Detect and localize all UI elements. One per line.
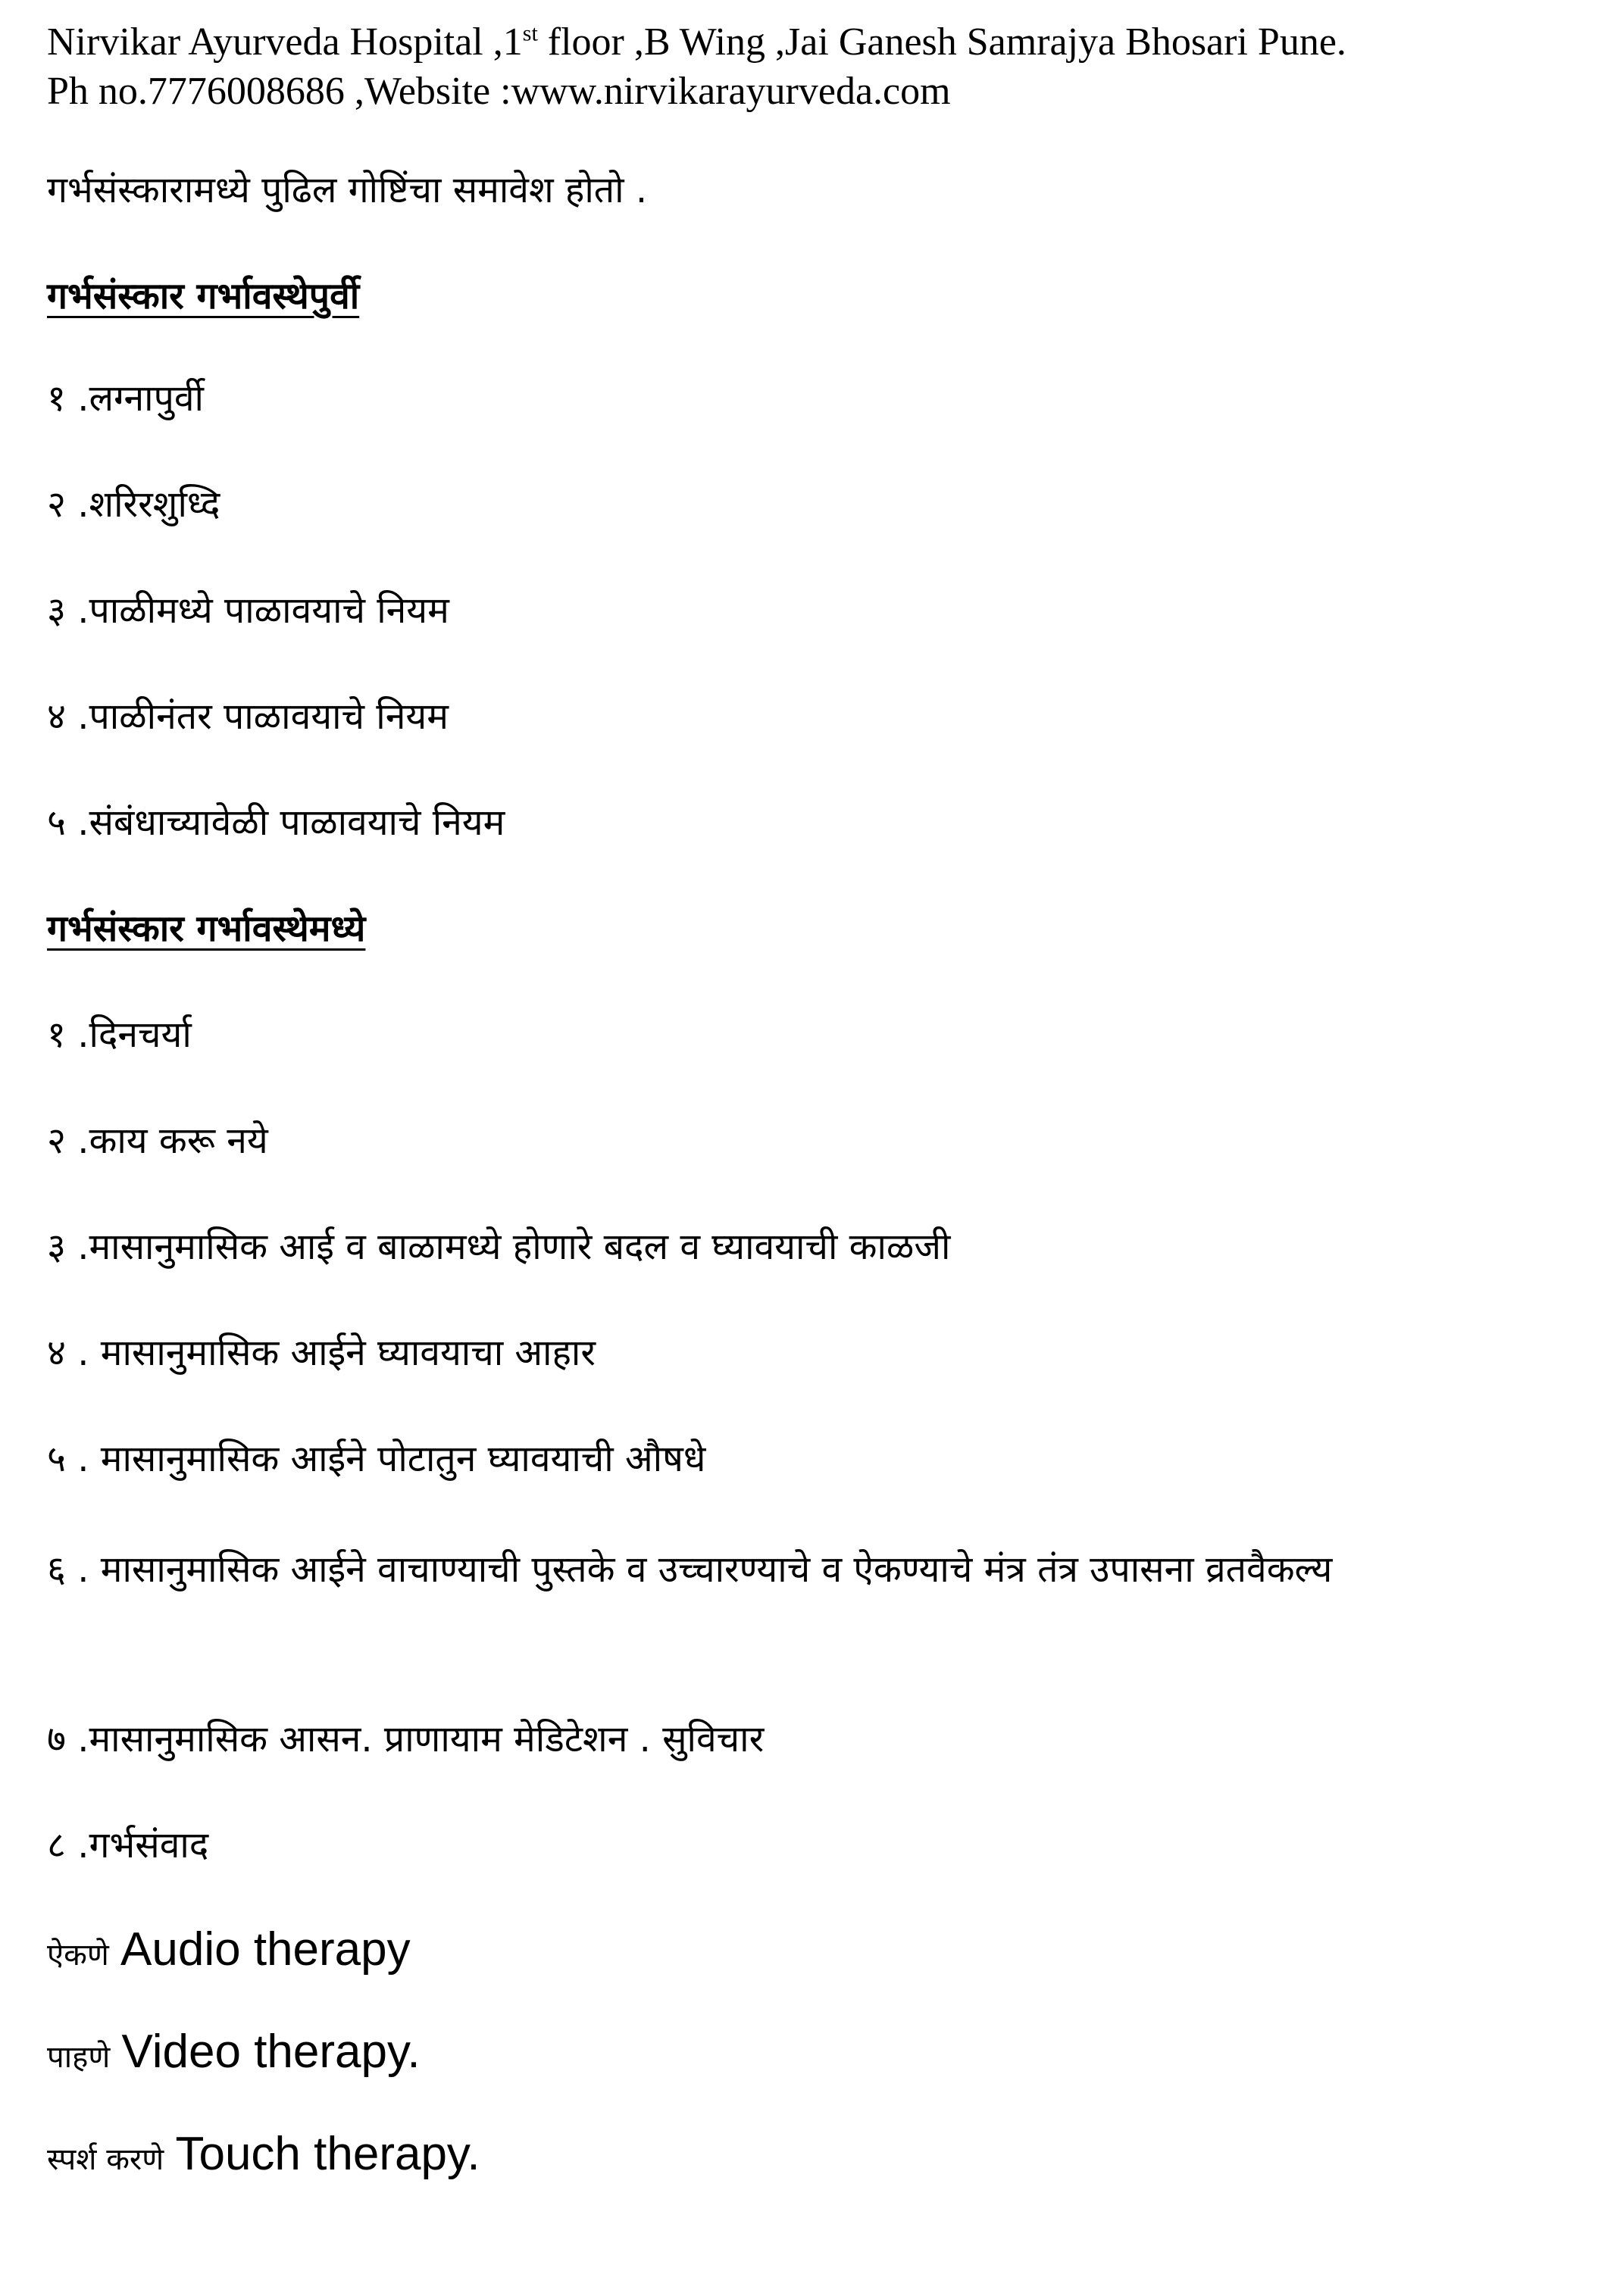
- list-item: ६ . मासानुमासिक आईने वाचाण्याची पुस्तके व उच्चारण्याचे व ऐकण्याचे मंत्र तंत्र उपासना व्रतवैकल्य: [47, 1548, 1333, 1591]
- address-part-1: Nirvikar Ayurveda Hospital ,1: [47, 20, 523, 64]
- floor-ordinal-suffix: st: [522, 20, 538, 46]
- list-item: १ .दिनचर्या: [47, 1014, 192, 1056]
- list-item: ३ .पाळीमध्ये पाळावयाचे नियम: [47, 589, 449, 632]
- hospital-address-line: [47, 20, 1346, 64]
- list-item: २ .शरिरशुध्दि: [47, 483, 220, 526]
- therapy-marathi-label: स्पर्श करणे: [47, 2142, 164, 2177]
- therapy-english-label: Audio therapy: [120, 1923, 411, 1976]
- contact-line: Ph no.7776008686 ,Website :www.nirvikarayurveda.com: [47, 70, 951, 113]
- list-item: ७ .मासानुमासिक आसन. प्राणायाम मेडिटेशन . सुविचार: [47, 1718, 765, 1760]
- intro-text: गर्भसंस्कारामध्ये पुढिल गोष्टिंचा समावेश होतो .: [47, 169, 648, 211]
- therapy-english-label: Touch therapy.: [175, 2128, 480, 2180]
- therapy-marathi-label: ऐकणे: [47, 1938, 109, 1973]
- section-heading-pre-pregnancy: गर्भसंस्कार गर्भावस्थेपुर्वी: [47, 275, 360, 317]
- list-item: ८ .गर्भसंवाद: [47, 1824, 209, 1866]
- list-item: ३ .मासानुमासिक आई व बाळामध्ये होणारे बदल व घ्यावयाची काळजी: [47, 1226, 951, 1268]
- therapy-row-video: [47, 2026, 421, 2078]
- list-item: १ .लग्नापुर्वी: [47, 377, 204, 420]
- list-item: ४ .पाळीनंतर पाळावयाचे नियम: [47, 695, 449, 738]
- list-item: ५ . मासानुमासिक आईने पोटातुन घ्यावयाची औषधे: [47, 1438, 706, 1480]
- therapy-row-audio: [47, 1924, 411, 1976]
- therapy-row-touch: [47, 2129, 480, 2180]
- therapy-english-label: Video therapy.: [121, 2026, 421, 2078]
- section-heading-during-pregnancy: गर्भसंस्कार गर्भावस्थेमध्ये: [47, 907, 366, 950]
- address-part-2: floor ,B Wing ,Jai Ganesh Samrajya Bhosari Pune.: [537, 20, 1346, 64]
- list-item: २ .काय करू नये: [47, 1120, 268, 1162]
- therapy-marathi-label: पाहणे: [47, 2040, 111, 2075]
- list-item: ५ .संबंधाच्यावेळी पाळावयाचे नियम: [47, 801, 505, 844]
- list-item: ४ . मासानुमासिक आईने घ्यावयाचा आहार: [47, 1332, 596, 1374]
